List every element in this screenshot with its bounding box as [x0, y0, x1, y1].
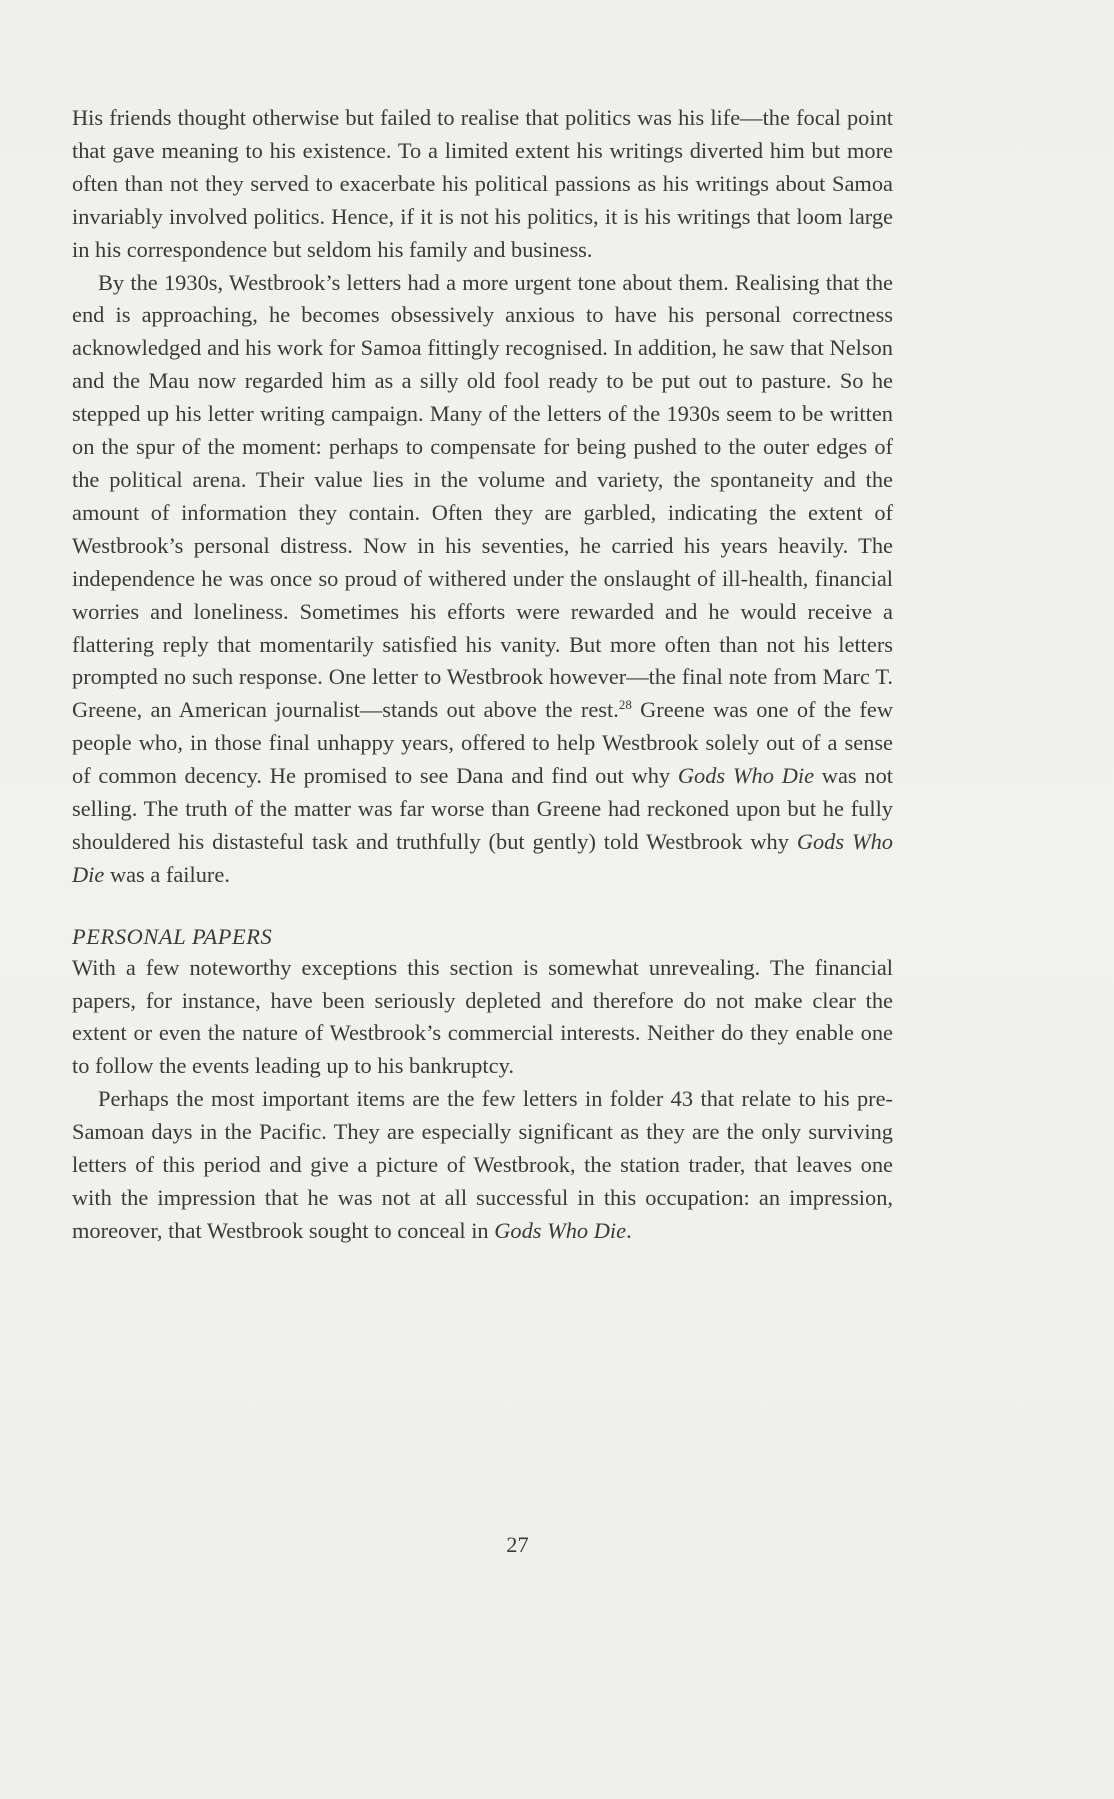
paragraph-text: Greene was one of the few people who, in those final unhappy years, offered to help Westbrook solely out of a sense of common decency. He promised to see Dana and find out why [72, 697, 893, 789]
book-title: Gods Who Die [72, 828, 893, 887]
section-heading: PERSONAL PAPERS [72, 923, 273, 949]
paragraph-text: By the 1930s, Westbrook’s letters had a more urgent tone about them. Realising that the end is approaching, he becomes obsessively anxious to have his personal correctness acknowledged and his work for Samoa fittingly recognised. In addition, he saw that Nelson and the Mau now regarded him as a silly old fool ready to be put out to pasture. So he stepped up his letter writing campaign. Many of the letters of the 1930s seem to be written on the spur of the moment: perhaps to compensate for being pushed to the outer edges of the political arena. Their value lies in the volume and variety, the spontaneity and the amount of information they contain. Often they are garbled, indicating the extent of Westbrook’s personal distress. Now in his seventies, he carried his years heavily. The independence he was once so proud of withered under the onslaught of ill-health, financial worries and loneliness. Sometimes his efforts were rewarded and he would receive a flattering reply that momentarily satisfied his vanity. But more often than not his letters prompted no such response. One letter to Westbrook however—the final note from Marc T. Greene, an American journalist—stands out above the rest. [72, 269, 893, 723]
book-title: Gods Who Die [494, 1217, 627, 1243]
paragraph [72, 267, 893, 892]
paragraph-text: was a failure. [104, 861, 230, 887]
paragraph-text: . [626, 1217, 632, 1243]
body-text [72, 102, 893, 1248]
paragraph [72, 1083, 893, 1248]
paragraph-text: With a few noteworthy exceptions this section is somewhat unrevealing. The financial papers, for instance, have been seriously depleted and therefore do not make clear the extent or even the nature of Westbrook’s commercial interests. Neither do they enable one to follow the events leading up to his bankruptcy. [72, 954, 893, 1079]
paragraph-text: was not selling. The truth of the matter was far worse than Greene had reckoned upon but he fully shouldered his distasteful task and truthfully (but gently) told Westbrook why [72, 763, 893, 854]
paragraph [72, 952, 893, 1084]
paragraph-text: Perhaps the most important items are the few letters in folder 43 that relate to his pre-Samoan days in the Pacific. They are especially significant as they are the only surviving letters of this period and give a picture of Westbrook, the station trader, that leaves one with the impression that he was not at all successful in this occupation: an impression, moreover, that Westbrook sought to conceal in [72, 1086, 893, 1243]
paragraph [72, 102, 893, 267]
footnote-reference: 28 [618, 697, 632, 713]
page-number: 27 [506, 1532, 529, 1557]
paragraph-text: His friends thought otherwise but failed to realise that politics was his life—the focal point that gave meaning to his existence. To a limited extent his writings diverted him but more often than not they served to exacerbate his political passions as his writings about Samoa invariably involved politics. Hence, if it is not his politics, it is his writings that loom large in his correspondence but seldom his family and business. [72, 105, 893, 262]
book-title: Gods Who Die [677, 763, 815, 789]
